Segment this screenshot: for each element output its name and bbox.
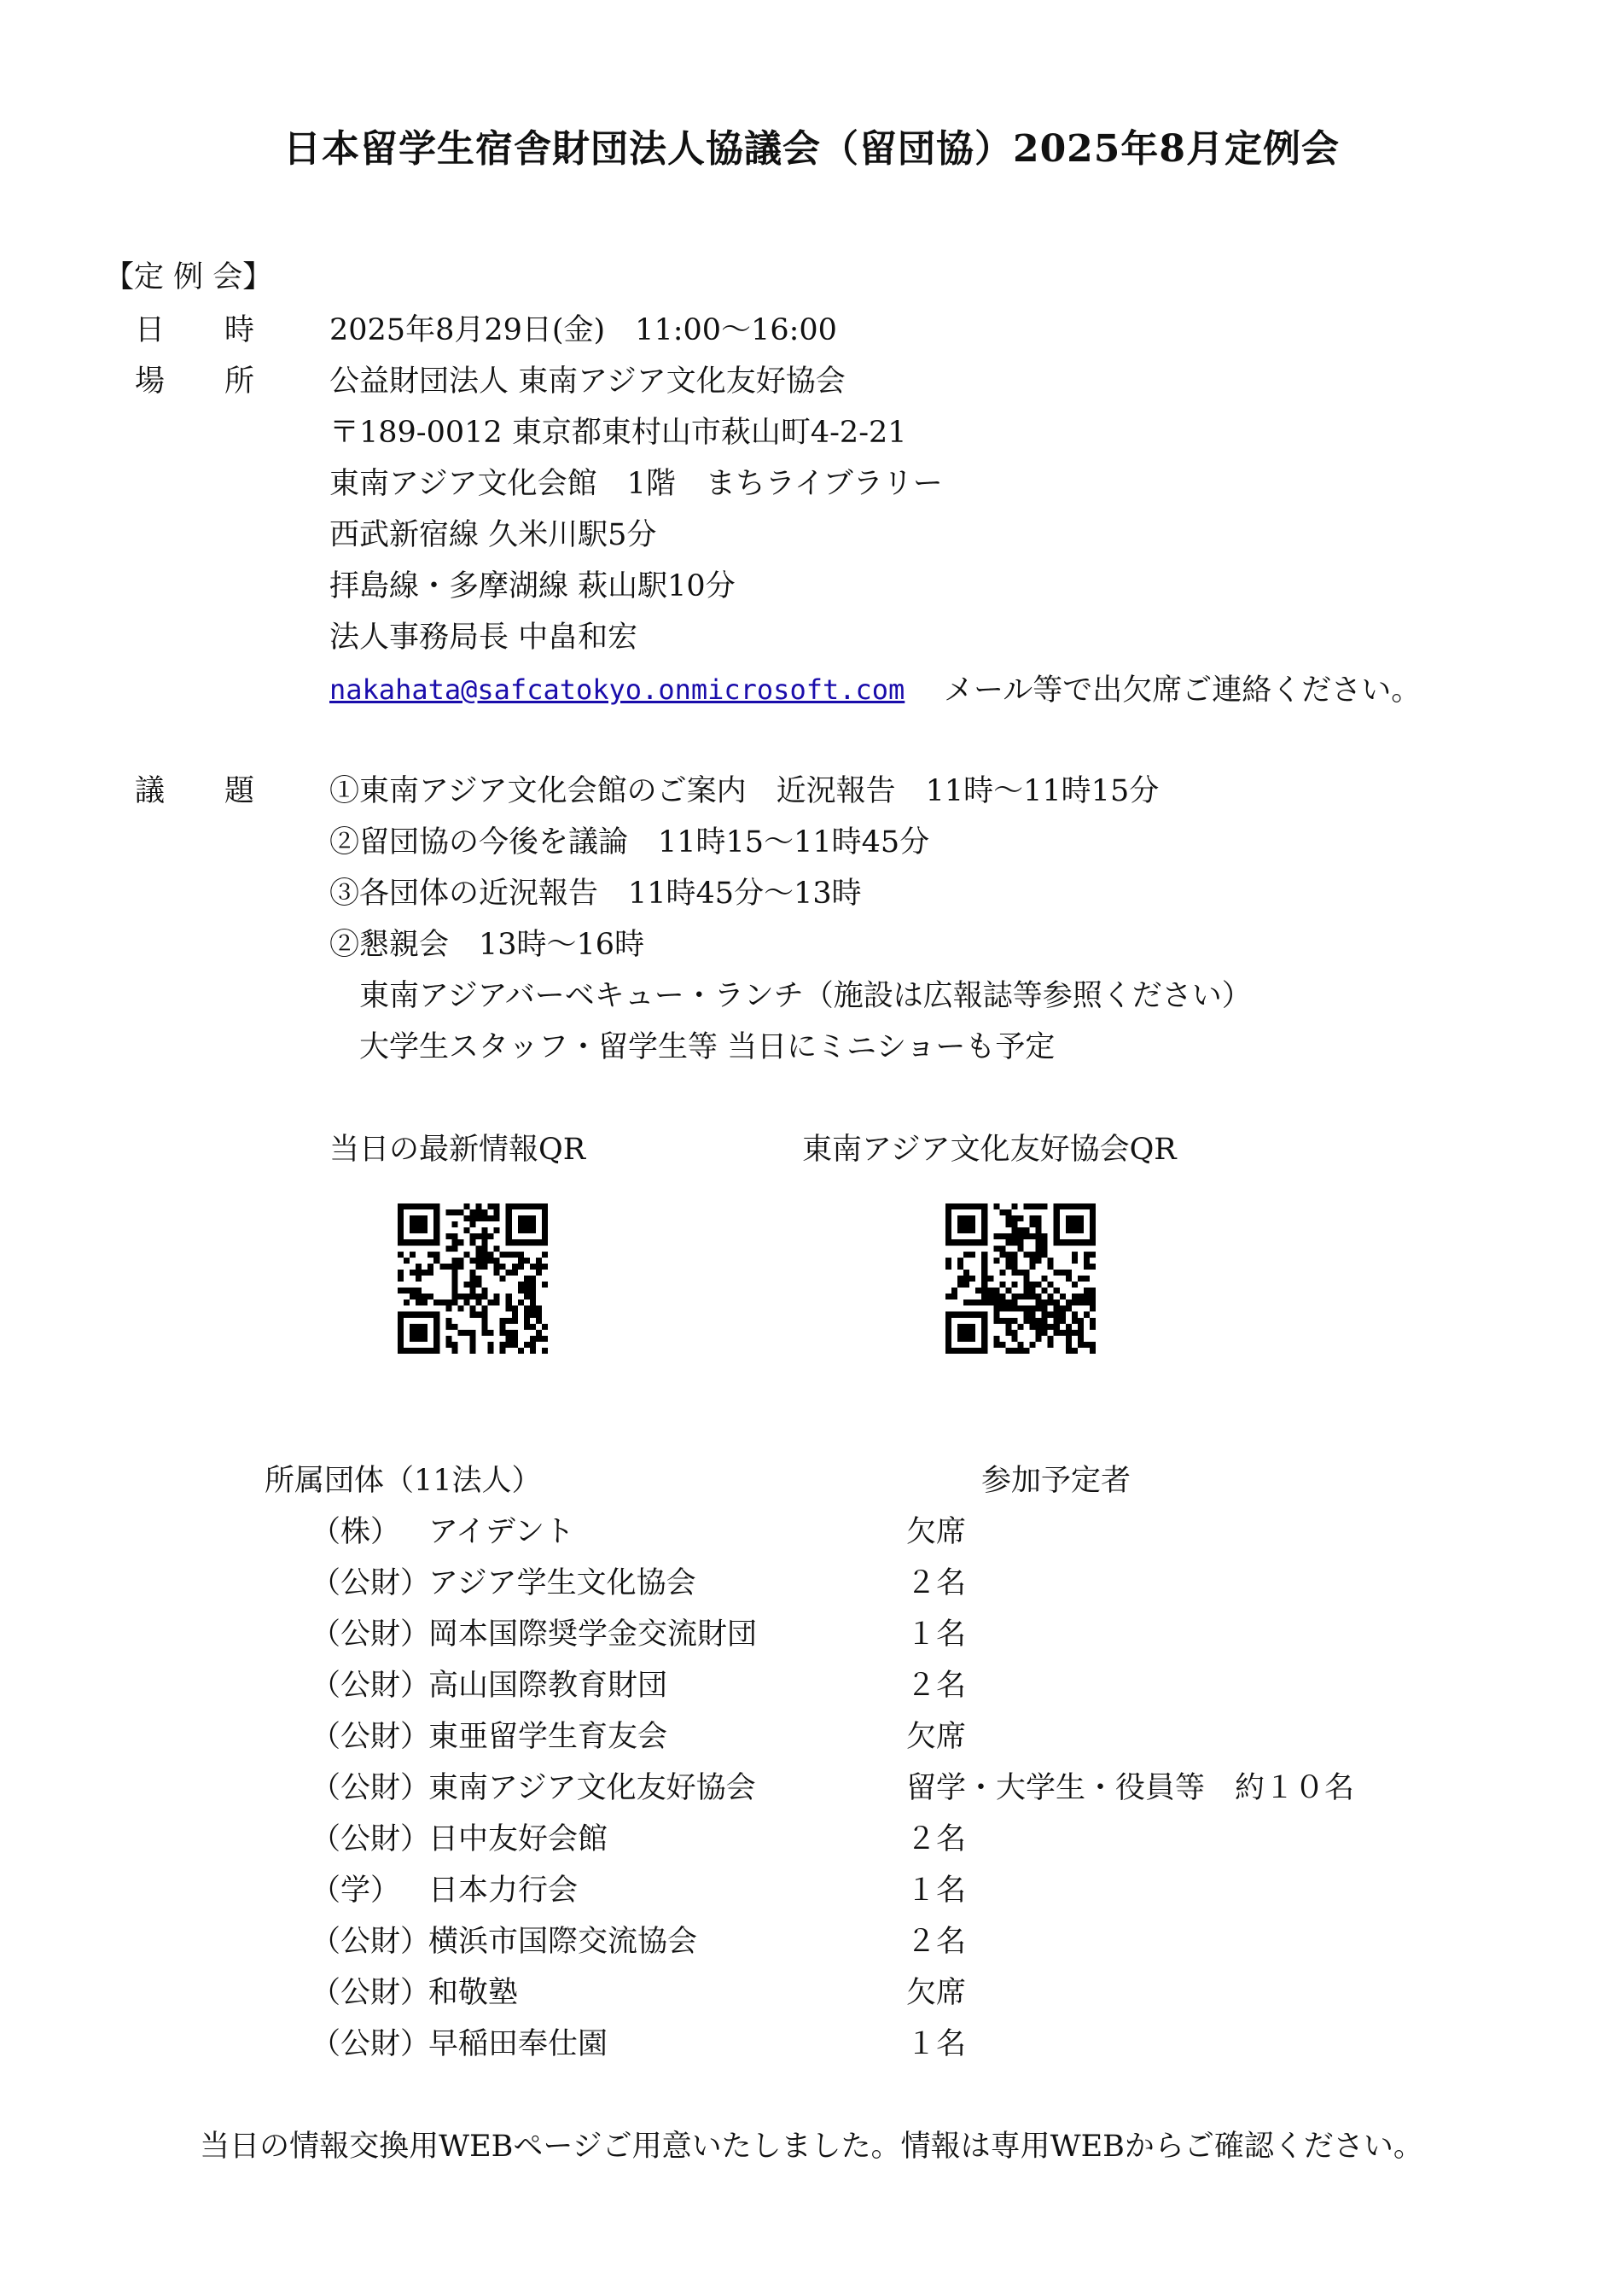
contact-email-note: メール等で出欠席ご連絡ください。 xyxy=(944,673,1422,708)
member-type: （公財） xyxy=(311,1720,431,1754)
member-name: 日本力行会 xyxy=(428,1874,579,1908)
member-name: アジア学生文化協会 xyxy=(428,1566,696,1600)
qr-left-caption: 当日の最新情報QR xyxy=(329,1133,586,1167)
agenda-label: 議 題 xyxy=(135,774,255,808)
document-title: 日本留学生宿舎財団法人協議会（留団協）2025年8月定例会 xyxy=(282,127,1341,171)
place-line: 拝島線・多摩湖線 萩山駅10分 xyxy=(329,569,736,603)
member-type: （学） xyxy=(311,1874,401,1908)
place-line: 東南アジア文化会館 1階 まちライブラリー xyxy=(329,467,943,501)
member-attendance: 欠席 xyxy=(906,1720,967,1754)
member-attendance: ２名 xyxy=(906,1669,967,1703)
member-type: （公財） xyxy=(311,1617,431,1652)
date-label: 日 時 xyxy=(135,313,255,347)
agenda-item: 東南アジアバーベキュー・ランチ（施設は広報誌等参照ください） xyxy=(329,979,1252,1013)
place-line: 公益財団法人 東南アジア文化友好協会 xyxy=(329,364,846,399)
member-name: 横浜市国際交流協会 xyxy=(428,1925,698,1959)
footer-note: 当日の情報交換用WEBページご用意いたしました。情報は専用WEBからご確認ください。 xyxy=(200,2130,1423,2164)
member-name: 和敬塾 xyxy=(428,1976,519,2010)
member-attendance: 留学・大学生・役員等 約１０名 xyxy=(906,1771,1355,1805)
agenda-item: ②留団協の今後を議論 11時15～11時45分 xyxy=(329,825,930,860)
member-attendance: ２名 xyxy=(906,1566,967,1600)
member-attendance: 欠席 xyxy=(906,1515,967,1549)
latest-info-qr-code-icon[interactable] xyxy=(398,1203,548,1354)
member-name: 東南アジア文化友好協会 xyxy=(428,1771,756,1805)
safca-qr-code-icon[interactable] xyxy=(945,1203,1096,1354)
qr-right-caption: 東南アジア文化友好協会QR xyxy=(802,1133,1177,1167)
member-type: （公財） xyxy=(311,1566,431,1600)
member-type: （株） xyxy=(311,1515,401,1549)
member-attendance: 欠席 xyxy=(906,1976,967,2010)
members-header-right: 参加予定者 xyxy=(981,1464,1131,1498)
place-label: 場 所 xyxy=(135,364,255,399)
member-attendance: １名 xyxy=(906,1617,967,1652)
agenda-item: ②懇親会 13時～16時 xyxy=(329,928,645,962)
member-type: （公財） xyxy=(311,1822,431,1856)
place-line: 法人事務局長 中畠和宏 xyxy=(329,621,638,655)
member-attendance: １名 xyxy=(906,2027,967,2061)
member-type: （公財） xyxy=(311,1925,431,1959)
date-value: 2025年8月29日(金) 11:00～16:00 xyxy=(329,313,837,347)
member-name: 高山国際教育財団 xyxy=(428,1669,668,1703)
members-header-left: 所属団体（11法人） xyxy=(265,1464,542,1498)
member-type: （公財） xyxy=(311,1976,431,2010)
meeting-section-header: 【定 例 会】 xyxy=(104,260,273,294)
member-type: （公財） xyxy=(311,1771,431,1805)
member-name: 早稲田奉仕園 xyxy=(428,2027,608,2061)
member-type: （公財） xyxy=(311,2027,431,2061)
member-attendance: １名 xyxy=(906,1874,967,1908)
agenda-item: 大学生スタッフ・留学生等 当日にミニショーも予定 xyxy=(329,1030,1056,1064)
contact-email-link[interactable]: nakahata@safcatokyo.onmicrosoft.com xyxy=(329,673,905,706)
agenda-item: ③各団体の近況報告 11時45分～13時 xyxy=(329,877,862,911)
member-name: 岡本国際奨学金交流財団 xyxy=(428,1617,758,1652)
member-attendance: ２名 xyxy=(906,1822,967,1856)
member-name: アイデント xyxy=(428,1515,575,1549)
place-line: 〒189-0012 東京都東村山市萩山町4-2-21 xyxy=(329,416,907,450)
member-attendance: ２名 xyxy=(906,1925,967,1959)
place-line: 西武新宿線 久米川駅5分 xyxy=(329,518,657,552)
member-name: 日中友好会館 xyxy=(428,1822,608,1856)
member-type: （公財） xyxy=(311,1669,431,1703)
member-name: 東亜留学生育友会 xyxy=(428,1720,668,1754)
agenda-item: ①東南アジア文化会館のご案内 近況報告 11時～11時15分 xyxy=(329,774,1160,808)
